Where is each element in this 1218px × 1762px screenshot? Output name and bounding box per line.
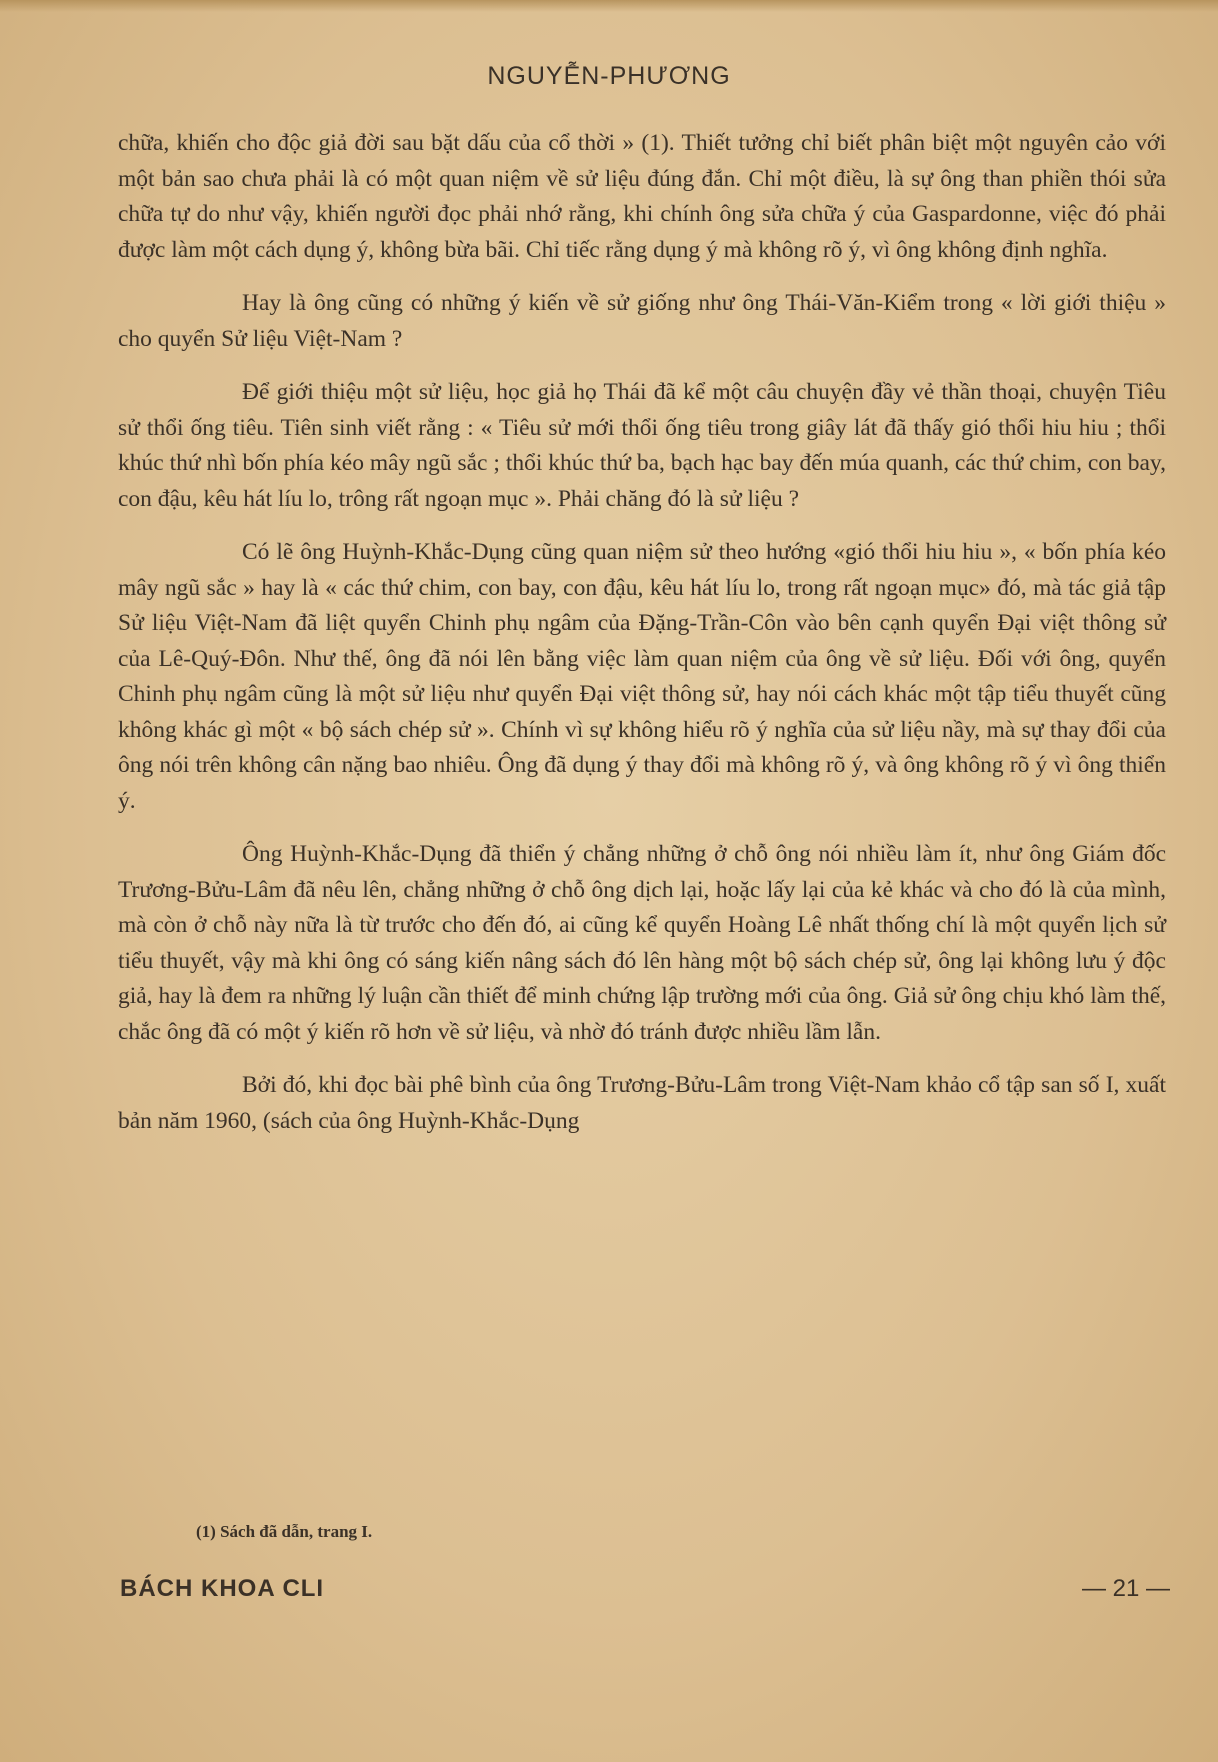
article-body (118, 126, 1166, 1157)
page-number: — 21 — (1081, 1575, 1170, 1602)
paragraph-3: Để giới thiệu một sử liệu, học giả họ Thái đã kể một câu chuyện đầy vẻ thần thoại, chuyện Tiêu sử thổi ống tiêu. Tiên sinh viết rằng : « Tiêu sử mới thổi ống tiêu trong giây lát đã thấy gió thổi hiu hiu ; thổi khúc thứ nhì bốn phía kéo mây ngũ sắc ; thổi khúc thứ ba, bạch hạc bay đến múa quanh, các thứ chim, con bay, con đậu, kêu hát líu lo, trông rất ngoạn mục ». Phải chăng đó là sử liệu ? (118, 379, 1166, 512)
paragraph-4: Có lẽ ông Huỳnh-Khắc-Dụng cũng quan niệm sử theo hướng «gió thổi hiu hiu », « bốn phía kéo mây ngũ sắc » hay là « các thứ chim, con bay, con đậu, kêu hát líu lo, trong rất ngoạn mục» đó, mà tác giả tập Sử liệu Việt-Nam đã liệt quyển Chinh phụ ngâm của Đặng-Trần-Côn vào bên cạnh quyển Đại việt thông sử của Lê-Quý-Đôn. Như thế, ông đã nói lên bằng việc làm quan niệm của ông về sử liệu. Đối với ông, quyển Chinh phụ ngâm cũng là một sử liệu như quyển Đại việt thông sử, hay nói cách khác một tập tiểu thuyết cũng không khác gì một « bộ sách chép sử ». Chính vì sự không hiểu rõ ý nghĩa của sử liệu nầy, mà sự thay đổi của ông nói trên không cân nặng bao nhiêu. Ông đã dụng ý thay đổi mà không rõ ý, và ông không rõ ý vì ông thiển ý. (118, 539, 1166, 814)
paragraph-2: Hay là ông cũng có những ý kiến về sử giống như ông Thái-Văn-Kiểm trong « lời giới thiệu » cho quyển Sử liệu Việt-Nam ? (118, 290, 1166, 352)
paragraph-5: Ông Huỳnh-Khắc-Dụng đã thiển ý chẳng những ở chỗ ông nói nhiều làm ít, như ông Giám đốc Trương-Bửu-Lâm đã nêu lên, chẳng những ở chỗ ông dịch lại, hoặc lấy lại của kẻ khác và cho đó là của mình, mà còn ở chỗ này nữa là từ trước cho đến đó, ai cũng kể quyển Hoàng Lê nhất thống chí là một quyển lịch sử tiểu thuyết, vậy mà khi ông có sáng kiến nâng sách đó lên hàng một bộ sách chép sử, ông lại không lưu ý độc giả, hay là đem ra những lý luận cần thiết để minh chứng lập trường mới của ông. Giả sử ông chịu khó làm thế, chắc ông đã có một ý kiến rõ hơn về sử liệu, và nhờ đó tránh được nhiều lầm lẫn. (118, 841, 1166, 1045)
magazine-name: BÁCH KHOA CLI (120, 1575, 325, 1602)
footnote: (1) Sách đã dẫn, trang I. (196, 1522, 373, 1541)
paragraph-1: chữa, khiến cho độc giả đời sau bặt dấu của cổ thời » (1). Thiết tưởng chỉ biết phân biệt một nguyên cảo với một bản sao chưa phải là có một quan niệm về sử liệu đúng đắn. Chỉ một điều, là sự ông than phiền thói sửa chữa tự do như vậy, khiến người đọc phải nhớ rằng, khi chính ông sửa chữa ý của Gaspardonne, việc đó phải được làm một cách dụng ý, không bừa bãi. Chỉ tiếc rằng dụng ý mà không rõ ý, vì ông không định nghĩa. (118, 130, 1166, 263)
page-edge (0, 0, 1218, 12)
paragraph-6: Bởi đó, khi đọc bài phê bình của ông Trương-Bửu-Lâm trong Việt-Nam khảo cổ tập san số I, xuất bản năm 1960, (sách của ông Huỳnh-Khắc-Dụng (118, 1072, 1166, 1134)
page-header: NGUYỄN-PHƯƠNG (487, 62, 731, 90)
